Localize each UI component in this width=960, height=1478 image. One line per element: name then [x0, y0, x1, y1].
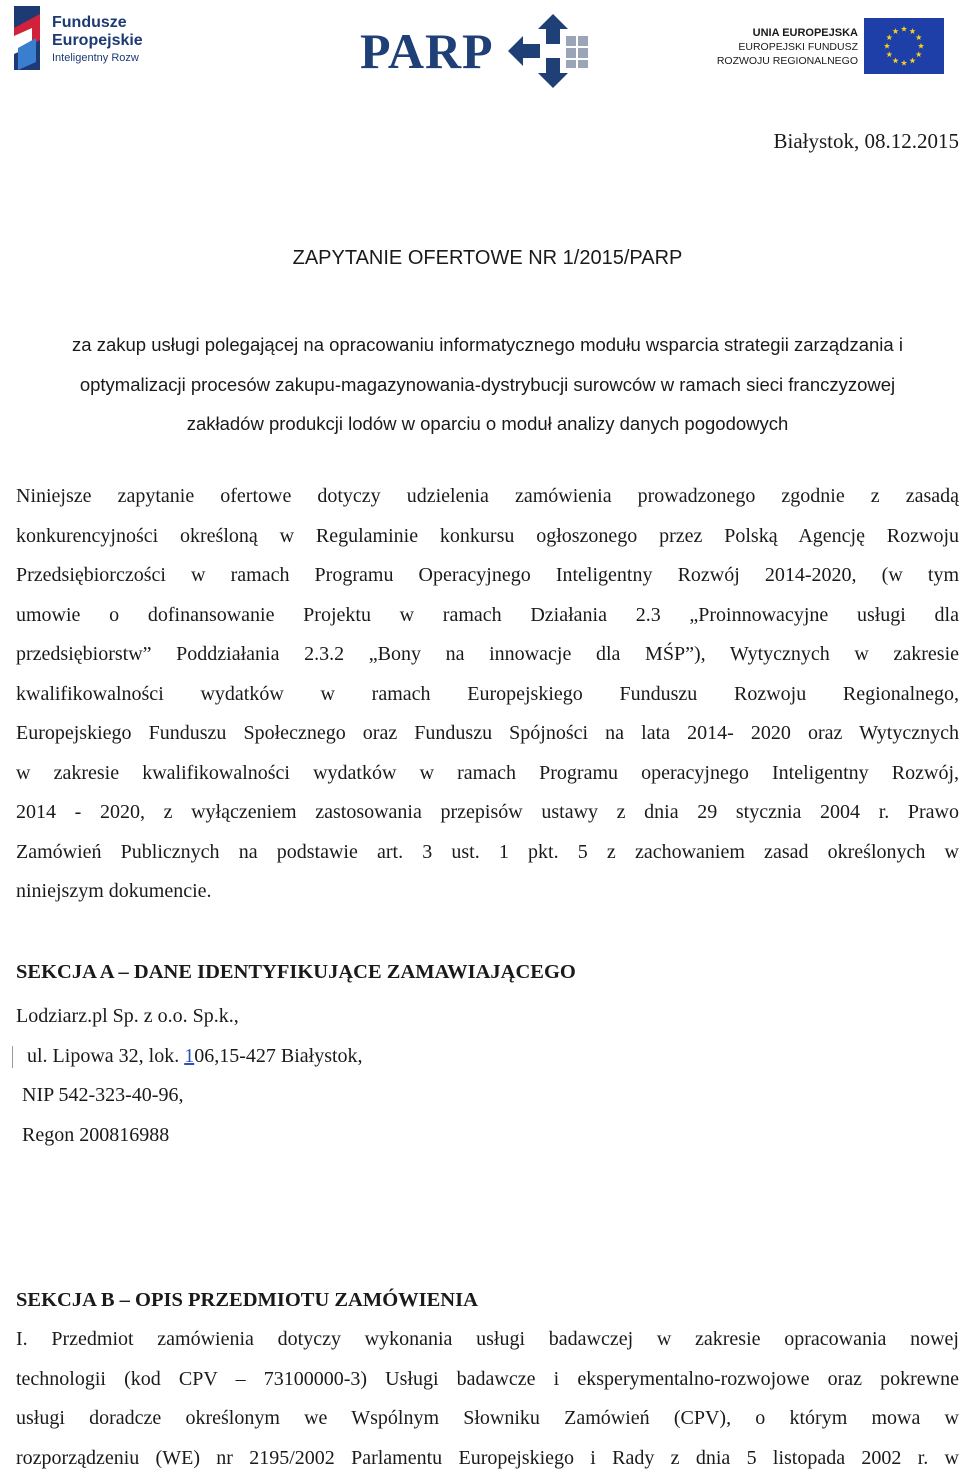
paragraph-line: Niniejsze zapytanie ofertowe dotyczy udzielenia zamówienia prowadzonego zgodnie z zasadą	[16, 477, 959, 517]
company-address	[16, 1037, 363, 1077]
fe-logo-line1: Fundusze	[52, 14, 143, 32]
page-header	[0, 0, 960, 100]
parp-logo-text: PARP	[360, 26, 494, 76]
paragraph-line: umowie o dofinansowanie Projektu w ramach Działania 2.3 „Proinnowacyjne usługi dla	[16, 596, 959, 636]
paragraph-line: Przedsiębiorczości w ramach Programu Operacyjnego Inteligentny Rozwój 2014-2020, (w tym	[16, 556, 959, 596]
address-suffix: 06,15-427 Białystok,	[194, 1045, 362, 1067]
parp-arrows-icon	[508, 14, 598, 88]
paragraph-line: usługi doradcze określonym we Wspólnym Słowniku Zamówień (CPV), o którym mowa w	[16, 1399, 959, 1439]
paragraph-line: I. Przedmiot zamówienia dotyczy wykonania usługi badawczej w zakresie opracowania nowej	[16, 1320, 959, 1360]
document-title: ZAPYTANIE OFERTOWE NR 1/2015/PARP	[16, 244, 959, 272]
company-name: Lodziarz.pl Sp. z o.o. Sp.k.,	[16, 997, 363, 1037]
subtitle-line: optymalizacji procesów zakupu-magazynowania-dystrybucji surowców w ramach sieci franczyzowej	[16, 365, 959, 405]
document-subtitle	[16, 325, 959, 444]
paragraph-line: Zamówień Publicznych na podstawie art. 3 ust. 1 pkt. 5 z zachowaniem zasad określonych w	[16, 833, 959, 873]
section-b-heading: SEKCJA B – OPIS PRZEDMIOTU ZAMÓWIENIA	[16, 1285, 478, 1315]
section-a-details	[16, 997, 363, 1155]
company-regon: Regon 200816988	[16, 1116, 363, 1156]
paragraph-line: kwalifikowalności wydatków w ramach Europejskiego Funduszu Rozwoju Regionalnego,	[16, 675, 959, 715]
intro-paragraph	[16, 477, 959, 912]
fe-logo-line3: Inteligentny Rozw	[52, 50, 143, 66]
paragraph-line: rozporządzeniu (WE) nr 2195/2002 Parlamentu Europejskiego i Rady z dnia 5 listopada 2002 r. w	[16, 1439, 959, 1478]
eu-logo-line1: UNIA EUROPEJSKA	[716, 26, 858, 40]
eu-logo-line2: EUROPEJSKI FUNDUSZ	[716, 40, 858, 54]
fe-flag-icon	[14, 6, 40, 70]
company-nip: NIP 542-323-40-96,	[16, 1076, 363, 1116]
section-a-heading: SEKCJA A – DANE IDENTYFIKUJĄCE ZAMAWIAJĄCEGO	[16, 957, 576, 987]
paragraph-line: w zakresie kwalifikowalności wydatków w ramach Programu operacyjnego Inteligentny Rozwój,	[16, 754, 959, 794]
document-date: Białystok, 08.12.2015	[773, 127, 959, 155]
paragraph-line: przedsiębiorstw” Poddziałania 2.3.2 „Bony na innowacje dla MŚP”), Wytycznych w zakresie	[16, 635, 959, 675]
address-link[interactable]: 1	[184, 1045, 194, 1067]
revision-marker	[12, 1046, 13, 1068]
paragraph-line: Europejskiego Funduszu Społecznego oraz Funduszu Spójności na lata 2014- 2020 oraz Wytycznych	[16, 714, 959, 754]
section-b-paragraph	[16, 1320, 959, 1478]
eu-logo-text	[716, 26, 858, 68]
eu-logo-line3: ROZWOJU REGIONALNEGO	[716, 54, 858, 68]
unia-europejska-logo	[716, 18, 948, 76]
paragraph-line: technologii (kod CPV – 73100000-3) Usługi badawcze i eksperymentalno-rozwojowe oraz pokrewne	[16, 1360, 959, 1400]
paragraph-line: niniejszym dokumencie.	[16, 872, 959, 912]
subtitle-line: zakładów produkcji lodów w oparciu o moduł analizy danych pogodowych	[16, 404, 959, 444]
eu-flag-icon	[864, 18, 944, 74]
parp-logo	[360, 14, 600, 88]
address-prefix: ul. Lipowa 32, lok.	[27, 1045, 184, 1067]
paragraph-line: konkurencyjności określoną w Regulaminie konkursu ogłoszonego przez Polską Agencję Rozwoju	[16, 517, 959, 557]
fundusze-europejskie-logo	[14, 6, 164, 72]
subtitle-line: za zakup usługi polegającej na opracowaniu informatycznego modułu wsparcia strategii zarządzania i	[16, 325, 959, 365]
fe-logo-text	[52, 14, 143, 66]
fe-logo-line2: Europejskie	[52, 32, 143, 50]
paragraph-line: 2014 - 2020, z wyłączeniem zastosowania przepisów ustawy z dnia 29 stycznia 2004 r. Prawo	[16, 793, 959, 833]
